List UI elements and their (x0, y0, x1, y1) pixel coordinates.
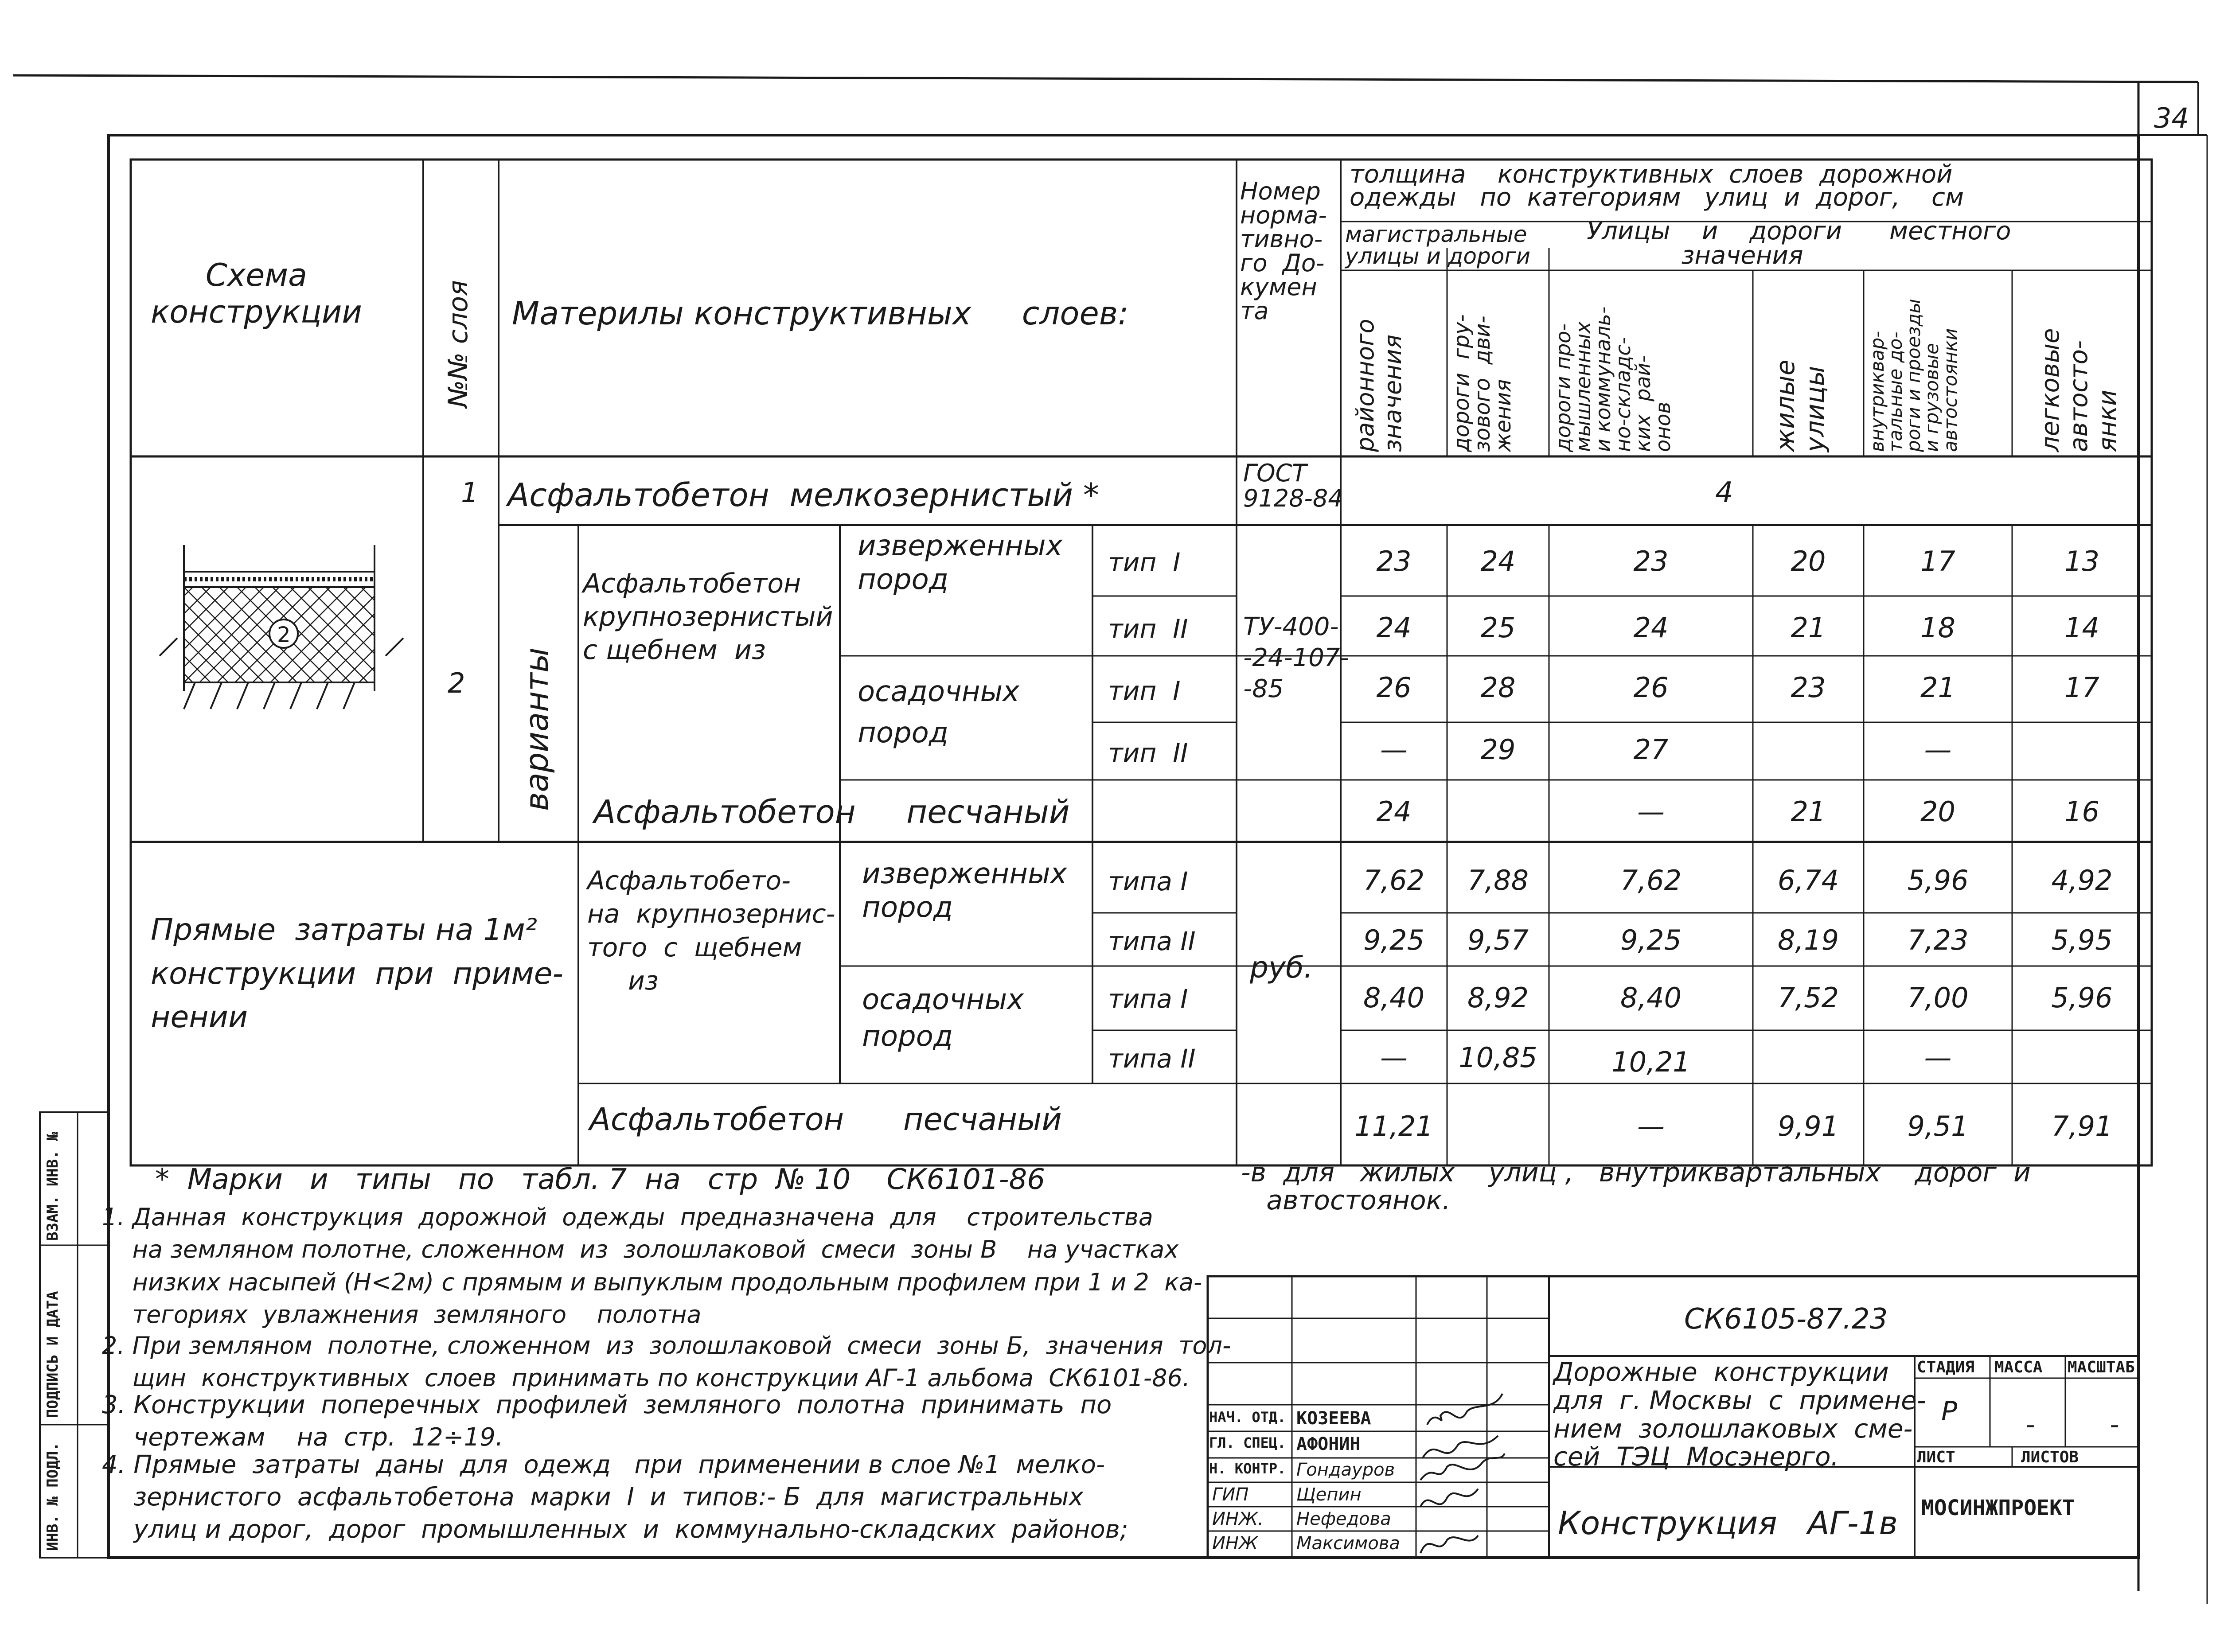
stamp-stage-value: Р (1941, 1396, 1958, 1427)
stamp-name-6: Максимова (1296, 1533, 1400, 1554)
costs-sand-label: Асфальтобетон песчаный (589, 1101, 1062, 1138)
layer-number-header: №№ слоя (443, 280, 474, 408)
stamp-name-5: Нефедова (1296, 1509, 1391, 1529)
costs-unit: руб. (1250, 951, 1313, 985)
l2-r2-c3: 24 (1633, 612, 1669, 644)
costs-title: Прямые затраты на 1м² конструкции при приме- нении (151, 912, 564, 1035)
c-r2-c6: 5,95 (2051, 924, 2113, 956)
l2-sand-c3: — (1637, 795, 1665, 828)
c-r1-c6: 4,92 (2051, 864, 2113, 896)
c-r3-c6: 5,96 (2051, 982, 2113, 1014)
l2-r1-c1: 23 (1376, 545, 1412, 577)
side-stamp-replace-inv: ВЗАМ. ИНВ. № (44, 1132, 62, 1241)
layer2-variants-label: варианты (518, 647, 555, 811)
c-r4-c5: — (1924, 1041, 1952, 1074)
l2-r3-c2: 28 (1480, 671, 1516, 704)
l2-r3-c3: 26 (1633, 671, 1669, 704)
stamp-sheets-label: ЛИСТОВ (2021, 1448, 2079, 1466)
thickness-header: толщина конструктивных слоев дорожной одежды по категориям улиц и дорог, см (1350, 160, 1964, 212)
stamp-name-4: Щепин (1296, 1484, 1362, 1505)
stamp-role-2: ГЛ. СПЕЦ. (1209, 1434, 1286, 1451)
layer1-doc: ГОСТ 9128-84 (1243, 459, 1343, 512)
l2-r3-c6: 17 (2064, 671, 2099, 704)
layer2-number: 2 (448, 667, 465, 699)
stamp-scale-label: МАСШТАБ (2068, 1358, 2135, 1376)
layer2-sand-label: Асфальтобетон песчаный (594, 793, 1070, 830)
note-4: 4. Прямые затраты даны для одежд при применении в слое №1 мелко- зернистого асфальтобетона марки I и типов:- Б для магистральных улиц и дорог, дорог промышленных и коммунально-складских районов; (102, 1450, 1128, 1544)
layer1-material: Асфальтобетон мелкозернистый * (507, 476, 1099, 514)
scheme-column-header: Схема конструкции (151, 257, 362, 330)
stamp-scale-value: - (2110, 1409, 2119, 1440)
page-number: 34 (2154, 102, 2189, 134)
l2-r2-c6: 14 (2064, 612, 2099, 644)
note-3: 3. Конструкции поперечных профилей земляного полотна принимать по чертежам на стр. 12÷19. (102, 1391, 1112, 1452)
normative-doc-header: Номер норма- тивно- го До- кумен та (1240, 177, 1327, 325)
c-sand-c4: 9,91 (1777, 1110, 1839, 1142)
layer2-type2-row4: тип II (1108, 738, 1188, 768)
c-r3-c2: 8,92 (1467, 982, 1529, 1014)
l2-r1-c5: 17 (1920, 545, 1955, 577)
c-r4-c2: 10,85 (1459, 1041, 1537, 1074)
l2-r1-c3: 23 (1633, 545, 1669, 577)
footnote-star: * Марки и типы по табл. 7 на стр № 10 СК6101-86 (155, 1163, 1046, 1196)
layer2-type1-row3: тип I (1108, 676, 1181, 706)
stamp-mass-value: - (2025, 1409, 2035, 1440)
stamp-sheet-name: Конструкция АГ-1в (1558, 1504, 1898, 1542)
layer1-number: 1 (461, 476, 479, 509)
stamp-mass-label: МАССА (1994, 1358, 2043, 1376)
c-r3-c1: 8,40 (1363, 982, 1425, 1014)
stamp-role-6: ИНЖ (1212, 1533, 1258, 1554)
layer2-type2-row2: тип II (1108, 614, 1188, 644)
column-header-freight: дороги гру- зового дви- жения (1449, 314, 1516, 452)
stamp-role-1: НАЧ. ОТД. (1209, 1409, 1286, 1426)
c-r2-c1: 9,25 (1363, 924, 1425, 956)
c-r1-c3: 7,62 (1620, 864, 1682, 896)
costs-type1-row1: типа I (1108, 866, 1188, 896)
l2-r3-c4: 23 (1791, 671, 1826, 704)
c-r3-c3: 8,40 (1620, 982, 1682, 1014)
l2-sand-c1: 24 (1376, 795, 1412, 828)
costs-igneous-label: изверженных пород (862, 857, 1067, 924)
c-r4-c3: 10,21 (1611, 1046, 1690, 1078)
main-streets-header: магистральные улицы и дороги (1345, 222, 1531, 269)
c-r3-c5: 7,00 (1907, 982, 1969, 1014)
stamp-name-1: КОЗЕЕВА (1296, 1408, 1371, 1429)
c-sand-c1: 11,21 (1354, 1110, 1433, 1142)
stamp-role-4: ГИП (1212, 1484, 1249, 1505)
note-2: 2. При земляном полотне, сложенном из золошлаковой смеси зоны Б, значения тол- щин конструктивных слоев принимать по конструкции АГ-1 альбома СК6101-86. (102, 1332, 1231, 1392)
layer2-doc: ТУ-400- -24-107- -85 (1243, 612, 1349, 703)
c-r1-c1: 7,62 (1363, 864, 1425, 896)
c-sand-c3: — (1637, 1110, 1665, 1142)
stamp-name-2: АФОНИН (1296, 1434, 1361, 1454)
l2-sand-c5: 20 (1920, 795, 1955, 828)
footnote-dash: -в для жилых улиц , внутриквартальных дорог и автостоянок. (1241, 1157, 2031, 1216)
layer2-coarse-label: Асфальтобетон крупнозернистый с щебнем из (583, 568, 833, 666)
costs-type2-row2: типа II (1108, 926, 1196, 956)
costs-sedimentary-label: осадочных пород (862, 983, 1024, 1053)
stamp-organization: МОСИНЖПРОЕКТ (1921, 1496, 2075, 1520)
stamp-role-5: ИНЖ. (1212, 1509, 1264, 1529)
stamp-name-3: Гондауров (1296, 1460, 1395, 1480)
column-header-intrablock: внутриквар- тальные до- роги и проезды и грузовые автостоянки (1866, 299, 1961, 452)
c-r1-c4: 6,74 (1777, 864, 1839, 896)
l2-r3-c1: 26 (1376, 671, 1412, 704)
costs-type1-row3: типа I (1108, 984, 1188, 1014)
c-r2-c2: 9,57 (1467, 924, 1529, 956)
layer1-thickness: 4 (1715, 476, 1733, 509)
stamp-title: Дорожные конструкции для г. Москвы с примене- нием золошлаковых сме- сей ТЭЦ Мосэнерго. (1553, 1357, 1926, 1472)
l2-r1-c4: 20 (1791, 545, 1826, 577)
l2-r2-c2: 25 (1480, 612, 1516, 644)
costs-coarse-label: Асфальтобето- на крупнозернис- того с щебнем из (587, 865, 835, 996)
layer2-igneous-label: изверженных пород (858, 530, 1063, 596)
layer2-type1-row1: тип I (1108, 547, 1181, 577)
l2-r1-c6: 13 (2064, 545, 2099, 577)
c-r2-c5: 7,23 (1907, 924, 1969, 956)
sketch-layer-marker: 2 (277, 623, 291, 647)
l2-r4-c5: — (1924, 733, 1952, 766)
l2-r4-c2: 29 (1480, 733, 1516, 766)
stamp-stage-label: СТАДИЯ (1917, 1358, 1975, 1376)
local-streets-header: Улицы и дороги местного значения (1587, 217, 2011, 270)
c-r2-c4: 8,19 (1777, 924, 1839, 956)
c-r2-c3: 9,25 (1620, 924, 1682, 956)
side-stamp-signature-date: ПОДПИСЬ И ДАТА (44, 1291, 62, 1418)
c-r4-c1: — (1380, 1041, 1408, 1074)
l2-r1-c2: 24 (1480, 545, 1516, 577)
l2-r4-c1: — (1380, 733, 1408, 766)
c-r3-c4: 7,52 (1777, 982, 1839, 1014)
l2-r3-c5: 21 (1920, 671, 1955, 704)
c-sand-c5: 9,51 (1907, 1110, 1969, 1142)
stamp-role-3: Н. КОНТР. (1209, 1460, 1286, 1477)
column-header-parking: легковые автосто- янки (2036, 328, 2122, 452)
l2-r2-c1: 24 (1376, 612, 1412, 644)
stamp-sheet-label: ЛИСТ (1917, 1448, 1955, 1466)
stamp-code: СК6105-87.23 (1684, 1303, 1888, 1336)
costs-type2-row4: типа II (1108, 1044, 1196, 1074)
c-sand-c6: 7,91 (2051, 1110, 2113, 1142)
column-header-industrial: дороги про- мышленных и коммуналь- но-складс- ких рай- онов (1551, 306, 1675, 452)
column-header-district: районного значения (1351, 319, 1407, 452)
l2-sand-c4: 21 (1791, 795, 1826, 828)
l2-r2-c4: 21 (1791, 612, 1826, 644)
side-stamp-inv-original: ИНВ. № ПОДЛ. (44, 1442, 62, 1551)
column-header-residential: жилые улицы (1770, 359, 1830, 452)
l2-r2-c5: 18 (1920, 612, 1955, 644)
c-r1-c5: 5,96 (1907, 864, 1969, 896)
materials-header: Материлы конструктивных слоев: (512, 295, 1129, 332)
note-1: 1. Данная конструкция дорожной одежды предназначена для строительства на земляном полотне, сложенном из золошлаковой смеси зоны В на участках низких насыпей (Н<2м) с прямым и выпуклым продольным профилем при 1 и 2 ка- тегориях увлажнения земляного полотна (102, 1203, 1202, 1329)
l2-sand-c6: 16 (2064, 795, 2099, 828)
l2-r4-c3: 27 (1633, 733, 1669, 766)
layer2-sedimentary-label: осадочных пород (858, 675, 1020, 749)
c-r1-c2: 7,88 (1467, 864, 1529, 896)
